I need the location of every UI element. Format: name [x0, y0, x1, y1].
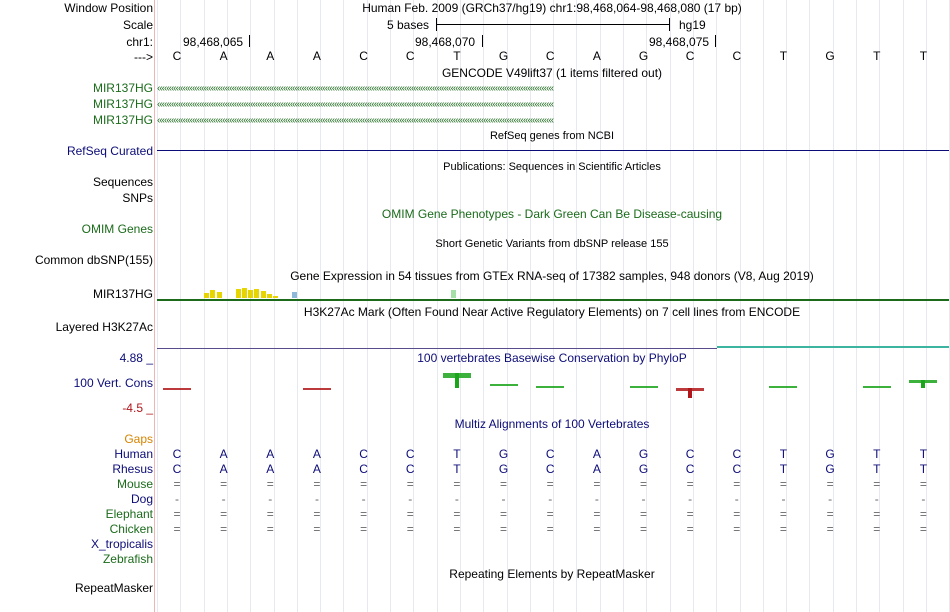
alignment-base: C — [545, 447, 555, 461]
refseq-gene-line[interactable] — [157, 150, 949, 151]
position-tick-label: 98,468,065 — [183, 35, 244, 49]
phylop-score-mark — [769, 386, 797, 388]
alignment-base: = — [546, 477, 554, 491]
alignment-base: = — [406, 477, 414, 491]
gtex-tissue-bar[interactable] — [254, 289, 259, 298]
gaps-label: Gaps — [124, 432, 153, 446]
alignment-base: = — [919, 507, 927, 521]
scale-bar — [436, 24, 669, 25]
gtex-tissue-bar[interactable] — [248, 290, 253, 298]
publications-track-title[interactable]: Publications: Sequences in Scientific Articles — [443, 161, 661, 173]
alignment-base: T — [453, 462, 461, 476]
alignment-base: = — [453, 522, 461, 536]
alignment-base: = — [779, 522, 787, 536]
alignment-base: G — [638, 462, 649, 476]
alignment-base: = — [593, 477, 601, 491]
scale-value: 5 bases — [387, 18, 430, 32]
alignment-base: = — [686, 507, 694, 521]
reference-base: G — [825, 49, 835, 63]
alignment-base: G — [825, 462, 835, 476]
alignment-base: - — [734, 492, 739, 506]
alignment-base: T — [779, 462, 788, 476]
position-tick — [482, 35, 483, 47]
alignment-base: - — [921, 492, 926, 506]
alignment-base: - — [781, 492, 786, 506]
alignment-base: = — [453, 477, 461, 491]
alignment-base: = — [873, 477, 881, 491]
alignment-base: = — [500, 522, 508, 536]
alignment-base: = — [220, 477, 228, 491]
alignment-base: G — [498, 447, 509, 461]
alignment-base: = — [360, 522, 368, 536]
reference-base: C — [405, 49, 415, 63]
dbsnp-track-title[interactable]: Short Genetic Variants from dbSNP release 155 — [435, 238, 669, 250]
alignment-base: = — [873, 522, 881, 536]
species-label[interactable]: Zebrafish — [102, 552, 153, 566]
gtex-tissue-bar[interactable] — [236, 289, 241, 298]
gencode-gene-label[interactable]: MIR137HG — [92, 81, 153, 95]
alignment-base: - — [688, 492, 693, 506]
reference-base: C — [359, 49, 368, 63]
alignment-base: - — [594, 492, 599, 506]
alignment-base: T — [873, 447, 881, 461]
h3k27ac-signal-line — [157, 348, 717, 349]
alignment-base: C — [685, 462, 695, 476]
reference-base: C — [545, 49, 555, 63]
alignment-base: C — [359, 447, 368, 461]
alignment-base: = — [919, 522, 927, 536]
species-label[interactable]: Elephant — [105, 507, 153, 521]
alignment-base: = — [406, 507, 414, 521]
species-label[interactable]: Mouse — [116, 477, 153, 491]
reference-base: A — [312, 49, 321, 63]
alignment-base: T — [919, 447, 928, 461]
alignment-base: = — [639, 477, 647, 491]
gtex-tissue-bar[interactable] — [261, 291, 266, 298]
multiz-track-title[interactable]: Multiz Alignments of 100 Vertebrates — [454, 417, 650, 431]
scale-db: hg19 — [679, 18, 706, 32]
reference-base: T — [453, 49, 461, 63]
alignment-base: = — [266, 507, 274, 521]
alignment-base: = — [686, 522, 694, 536]
phylop-score-mark — [630, 386, 658, 388]
alignment-base: = — [779, 477, 787, 491]
alignment-base: C — [172, 462, 182, 476]
gencode-track-title[interactable]: GENCODE V49lift37 (1 items filtered out) — [441, 66, 663, 80]
alignment-base: T — [873, 462, 881, 476]
alignment-base: = — [639, 522, 647, 536]
reference-base: T — [873, 49, 881, 63]
alignment-base: = — [266, 522, 274, 536]
alignment-base: C — [545, 462, 555, 476]
alignment-base: - — [454, 492, 459, 506]
reference-base: T — [779, 49, 788, 63]
position-tick — [715, 35, 716, 47]
reference-base: G — [638, 49, 649, 63]
phylop-score-mark — [303, 388, 331, 390]
alignment-base: = — [453, 507, 461, 521]
gtex-tissue-bar[interactable] — [292, 292, 297, 298]
alignment-base: C — [405, 447, 415, 461]
species-label[interactable]: Human — [114, 447, 153, 461]
alignment-base: = — [266, 477, 274, 491]
h3k27ac-track-title[interactable]: H3K27Ac Mark (Often Found Near Active Regulatory Elements) on 7 cell lines from ENCODE — [303, 305, 801, 319]
alignment-base: A — [219, 447, 228, 461]
gtex-tissue-bar[interactable] — [451, 290, 456, 298]
refseq-track-title[interactable]: RefSeq genes from NCBI — [489, 130, 615, 142]
alignment-base: - — [361, 492, 366, 506]
alignment-base: G — [825, 447, 835, 461]
position-tick — [249, 35, 250, 47]
alignment-base: - — [221, 492, 226, 506]
gencode-gene-feature[interactable]: ‹‹‹‹‹‹‹‹‹‹‹‹‹‹‹‹‹‹‹‹‹‹‹‹‹‹‹‹‹‹‹‹‹‹‹‹‹‹‹‹‹‹‹‹‹‹‹‹‹‹‹‹‹‹‹‹‹‹‹‹‹‹‹‹‹‹‹‹‹‹‹‹‹‹‹‹‹‹‹‹‹‹‹‹‹‹‹‹‹‹‹‹‹‹‹‹‹‹‹‹‹‹‹‹‹‹‹‹‹‹‹‹‹‹‹‹‹‹‹‹‹‹‹‹‹‹‹‹‹‹‹‹‹‹‹‹‹‹‹‹‹‹‹‹‹‹‹‹‹‹‹‹‹‹‹‹‹‹‹‹‹‹‹‹‹‹‹‹‹‹ — [157, 84, 554, 94]
phylop-min-label: -4.5 _ — [122, 401, 153, 415]
alignment-base: - — [874, 492, 879, 506]
gencode-gene-label[interactable]: MIR137HG — [92, 97, 153, 111]
omim-track-label[interactable]: OMIM Genes — [81, 222, 153, 236]
repeatmasker-track-title[interactable]: Repeating Elements by RepeatMasker — [449, 567, 655, 581]
chrom-label: chr1: — [126, 35, 153, 49]
strand-arrow-label: ---> — [134, 50, 153, 64]
h3k27ac-track-label[interactable]: Layered H3K27Ac — [55, 320, 153, 334]
reference-base: C — [172, 49, 182, 63]
window-position-label: Window Position — [64, 1, 153, 15]
alignment-base: T — [453, 447, 461, 461]
alignment-base: = — [500, 507, 508, 521]
alignment-base: = — [173, 507, 181, 521]
gencode-gene-feature[interactable]: ‹‹‹‹‹‹‹‹‹‹‹‹‹‹‹‹‹‹‹‹‹‹‹‹‹‹‹‹‹‹‹‹‹‹‹‹‹‹‹‹‹‹‹‹‹‹‹‹‹‹‹‹‹‹‹‹‹‹‹‹‹‹‹‹‹‹‹‹‹‹‹‹‹‹‹‹‹‹‹‹‹‹‹‹‹‹‹‹‹‹‹‹‹‹‹‹‹‹‹‹‹‹‹‹‹‹‹‹‹‹‹‹‹‹‹‹‹‹‹‹‹‹‹‹‹‹‹‹‹‹‹‹‹‹‹‹‹‹‹‹‹‹‹‹‹‹‹‹‹‹‹‹‹‹‹‹‹‹‹‹‹‹‹‹‹‹‹‹‹‹ — [157, 116, 554, 126]
refseq-track-label[interactable]: RefSeq Curated — [66, 144, 153, 158]
alignment-base: A — [312, 447, 321, 461]
gtex-tissue-bar[interactable] — [217, 292, 222, 298]
alignment-base: T — [779, 447, 788, 461]
alignment-base: = — [919, 477, 927, 491]
alignment-base: = — [406, 522, 414, 536]
reference-base: G — [498, 49, 509, 63]
reference-base: A — [266, 49, 275, 63]
species-label[interactable]: Chicken — [109, 522, 153, 536]
alignment-base: - — [548, 492, 553, 506]
gtex-tissue-bar[interactable] — [267, 294, 272, 298]
scale-bar-left-tick — [436, 18, 437, 31]
alignment-base: = — [826, 507, 834, 521]
species-label[interactable]: Rhesus — [112, 462, 153, 476]
phylop-track-label[interactable]: 100 Vert. Cons — [73, 376, 153, 390]
repeatmasker-track-label[interactable]: RepeatMasker — [74, 581, 153, 595]
gtex-tissue-bar[interactable] — [273, 296, 278, 298]
alignment-base: A — [266, 447, 275, 461]
alignment-base: - — [268, 492, 273, 506]
alignment-base: T — [919, 462, 928, 476]
alignment-base: A — [592, 447, 601, 461]
phylop-score-mark — [863, 386, 891, 388]
alignment-base: = — [826, 477, 834, 491]
alignment-base: = — [873, 507, 881, 521]
label-divider — [154, 0, 155, 612]
alignment-base: = — [546, 507, 554, 521]
sequences-track-label[interactable]: Sequences — [92, 175, 153, 189]
phylop-score-mark — [536, 386, 564, 388]
alignment-base: = — [733, 477, 741, 491]
reference-base: A — [592, 49, 601, 63]
alignment-base: C — [685, 447, 695, 461]
alignment-base: = — [546, 522, 554, 536]
alignment-base: = — [500, 477, 508, 491]
gencode-gene-feature[interactable]: ‹‹‹‹‹‹‹‹‹‹‹‹‹‹‹‹‹‹‹‹‹‹‹‹‹‹‹‹‹‹‹‹‹‹‹‹‹‹‹‹‹‹‹‹‹‹‹‹‹‹‹‹‹‹‹‹‹‹‹‹‹‹‹‹‹‹‹‹‹‹‹‹‹‹‹‹‹‹‹‹‹‹‹‹‹‹‹‹‹‹‹‹‹‹‹‹‹‹‹‹‹‹‹‹‹‹‹‹‹‹‹‹‹‹‹‹‹‹‹‹‹‹‹‹‹‹‹‹‹‹‹‹‹‹‹‹‹‹‹‹‹‹‹‹‹‹‹‹‹‹‹‹‹‹‹‹‹‹‹‹‹‹‹‹‹‹‹‹‹‹ — [157, 100, 554, 110]
alignment-base: - — [314, 492, 319, 506]
alignment-base: G — [498, 462, 509, 476]
alignment-base: C — [732, 462, 742, 476]
gtex-tissue-bar[interactable] — [204, 293, 209, 298]
alignment-base: C — [359, 462, 368, 476]
gtex-track-title[interactable]: Gene Expression in 54 tissues from GTEx RNA-seq of 17382 samples, 948 donors (V8, Aug 2019) — [290, 269, 814, 283]
alignment-base: = — [173, 522, 181, 536]
phylop-max-label: 4.88 _ — [119, 351, 153, 365]
alignment-base: = — [220, 522, 228, 536]
alignment-base: - — [641, 492, 646, 506]
reference-base: A — [219, 49, 228, 63]
omim-track-title[interactable]: OMIM Gene Phenotypes - Dark Green Can Be Disease-causing — [381, 207, 723, 221]
alignment-base: = — [313, 507, 321, 521]
gencode-gene-label[interactable]: MIR137HG — [92, 113, 153, 127]
alignment-base: = — [686, 477, 694, 491]
alignment-base: = — [733, 522, 741, 536]
snps-track-label[interactable]: SNPs — [122, 191, 153, 205]
phylop-score-bar — [688, 388, 692, 398]
gtex-tissue-bar[interactable] — [242, 288, 247, 298]
gtex-tissue-bar[interactable] — [210, 290, 215, 298]
alignment-base: - — [501, 492, 506, 506]
alignment-base: = — [593, 507, 601, 521]
alignment-base: A — [592, 462, 601, 476]
phylop-score-mark — [163, 388, 191, 390]
alignment-base: = — [593, 522, 601, 536]
position-tick-label: 98,468,070 — [415, 35, 476, 49]
phylop-track-title[interactable]: 100 vertebrates Basewise Conservation by PhyloP — [417, 351, 687, 365]
gtex-track-label[interactable]: MIR137HG — [92, 287, 153, 301]
gtex-gene-line — [157, 299, 949, 301]
alignment-base: = — [779, 507, 787, 521]
position-tick-label: 98,468,075 — [649, 35, 710, 49]
alignment-base: = — [733, 507, 741, 521]
alignment-base: - — [175, 492, 179, 506]
alignment-base: - — [408, 492, 413, 506]
alignment-base: = — [173, 477, 181, 491]
reference-base: C — [732, 49, 742, 63]
phylop-score-bar — [455, 373, 459, 388]
alignment-base: C — [405, 462, 415, 476]
h3k27ac-signal-line — [717, 346, 949, 348]
species-label[interactable]: Dog — [130, 492, 153, 506]
alignment-base: = — [360, 477, 368, 491]
alignment-base: C — [732, 447, 742, 461]
reference-base: C — [685, 49, 695, 63]
alignment-base: C — [172, 447, 182, 461]
alignment-base: = — [826, 522, 834, 536]
scale-bar-right-tick — [669, 18, 670, 31]
alignment-base: A — [219, 462, 228, 476]
alignment-base: A — [266, 462, 275, 476]
alignment-base: = — [313, 522, 321, 536]
alignment-base: G — [638, 447, 649, 461]
scale-label: Scale — [122, 18, 153, 32]
alignment-base: = — [313, 477, 321, 491]
dbsnp-track-label[interactable]: Common dbSNP(155) — [34, 253, 153, 267]
phylop-score-bar — [921, 380, 925, 388]
assembly-position-text: Human Feb. 2009 (GRCh37/hg19) chr1:98,468,064-98,468,080 (17 bp) — [362, 1, 742, 15]
alignment-base: = — [639, 507, 647, 521]
alignment-base: - — [828, 492, 833, 506]
species-label[interactable]: X_tropicalis — [90, 537, 153, 551]
reference-base: T — [919, 49, 928, 63]
alignment-base: = — [360, 507, 368, 521]
alignment-base: = — [220, 507, 228, 521]
phylop-score-mark — [490, 384, 518, 386]
alignment-base: A — [312, 462, 321, 476]
